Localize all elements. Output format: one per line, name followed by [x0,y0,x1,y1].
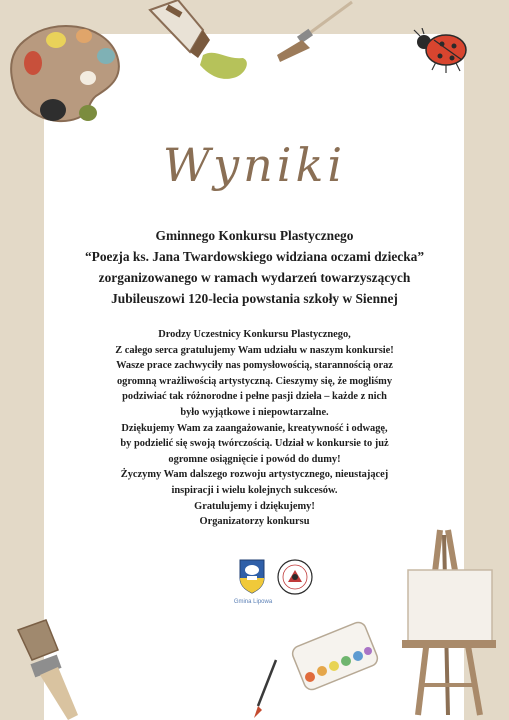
letter-body [60,327,449,530]
body-line: Drodzy Uczestnicy Konkursu Plastycznego, [158,329,351,340]
flat-brush-icon [8,615,88,720]
body-line: by podzielić się swoją twórczością. Udział w konkursie to już [120,438,389,450]
gmina-coat-of-arms-icon [238,558,266,594]
body-line: Dziękujemy Wam za zaangażowanie, kreatywność i odwagę, [121,422,388,434]
body-line: Gratulujemy i dziękujemy! [194,500,315,512]
body-line: Wasze prace zachwyciły nas pomysłowością, starannością oraz [116,360,393,372]
body-line: Organizatorzy konkursu [199,516,310,528]
gmina-caption: Gmina Lipowa [233,599,273,605]
easel-icon [388,525,500,720]
watercolor-palette-icon [288,615,380,695]
body-line: było wyjątkowe i niepowtarzalne. [180,406,329,418]
body-line: podziwiać tak różnorodne i pełne pasji dzieła – każde z nich [122,391,387,403]
heading-line: Gminnego Konkursu Plastycznego [155,228,354,243]
thin-brush-icon [252,658,280,720]
contest-heading [60,225,449,309]
school-emblem-icon [276,558,314,596]
heading-line: Jubileuszowi 120-lecia powstania szkoły w Siennej [111,291,398,306]
ladybug-icon [412,28,472,74]
body-line: ogromną wrażliwością artystyczną. Cieszymy się, że mogliśmy [116,375,393,387]
body-line: ogromne osiągnięcie i powód do dumy! [168,453,341,465]
body-line: inspiracji i wielu kolejnych sukcesów. [171,484,338,496]
brush-icon [272,0,357,66]
heading-line: “Poezja ks. Jana Twardowskiego widziana oczami dziecka” [84,249,425,264]
page-title: Wyniki [162,138,347,192]
body-line: Życzymy Wam dalszego rozwoju artystycznego, nieustającej [120,469,389,481]
body-line: Z całego serca gratulujemy Wam udziału w naszym konkursie! [115,344,394,356]
paint-tube-icon [148,0,256,90]
paint-palette-icon [8,18,126,126]
heading-line: zorganizowanego w ramach wydarzeń towarzyszących [98,270,411,285]
